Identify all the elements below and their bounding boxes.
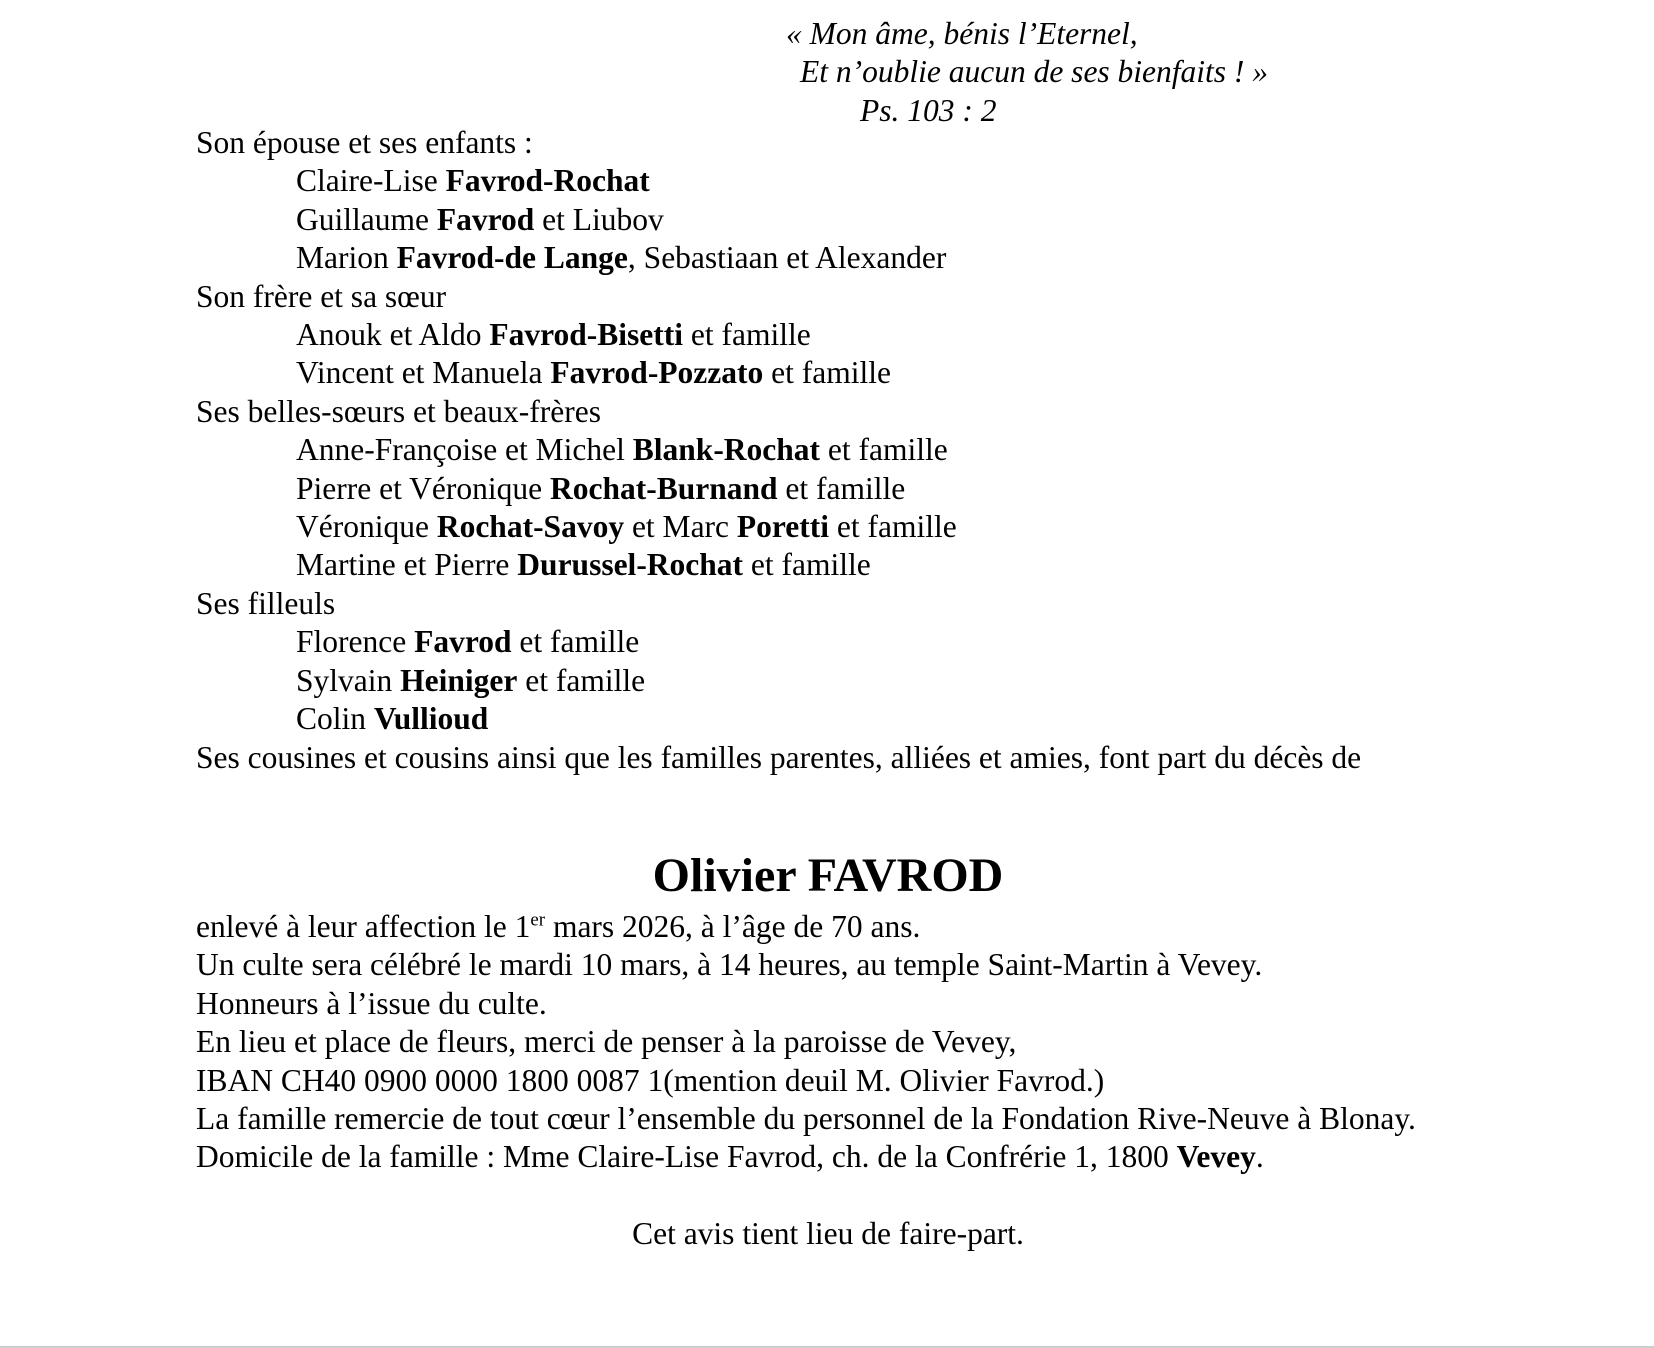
death-date-line: enlevé à leur affection le 1er mars 2026, à l’âge de 70 ans.	[196, 909, 921, 944]
announcement-intro-line: Ses cousines et cousins ainsi que les familles parentes, alliées et amies, font part du décès de	[196, 739, 1362, 775]
epigraph	[786, 15, 1268, 130]
epigraph-reference: Ps. 103 : 2	[860, 92, 997, 128]
announcement-details	[196, 908, 1460, 1177]
relatives-group-heading: Ses filleuls	[196, 585, 336, 621]
thanks-line: La famille remercie de tout cœur l’ensemble du personnel de la Fondation Rive-Neuve à Blonay.	[196, 1101, 1416, 1137]
footer-note: Cet avis tient lieu de faire-part.	[632, 1216, 1024, 1251]
deceased-name: Olivier FAVROD	[652, 849, 1004, 902]
relatives-group-heading: Son épouse et ses enfants :	[196, 125, 533, 160]
family-address-line: Domicile de la famille : Mme Claire-Lise Favrod, ch. de la Confrérie 1, 1800 Vevey.	[196, 1139, 1264, 1175]
epigraph-line: « Mon âme, bénis l’Eternel,	[786, 16, 1138, 51]
relatives-list	[196, 124, 1460, 777]
relative-line: Vincent et Manuela Favrod-Pozzato et famille	[296, 355, 891, 391]
relative-line: Claire-Lise Favrod-Rochat	[296, 163, 650, 199]
relative-line: Véronique Rochat-Savoy et Marc Poretti et famille	[296, 509, 957, 545]
relative-line: Sylvain Heiniger et famille	[296, 662, 646, 698]
ceremony-line: Un culte sera célébré le mardi 10 mars, à 14 heures, au temple Saint-Martin à Vevey.	[196, 947, 1263, 983]
relatives-group-heading: Son frère et sa sœur	[196, 278, 447, 314]
iban-line: IBAN CH40 0900 0000 1800 0087 1(mention deuil M. Olivier Favrod.)	[196, 1062, 1105, 1098]
relative-line: Martine et Pierre Durussel-Rochat et famille	[296, 547, 871, 583]
relative-line: Pierre et Véronique Rochat-Burnand et famille	[296, 470, 906, 506]
relative-line: Florence Favrod et famille	[296, 624, 640, 660]
relative-line: Colin Vullioud	[296, 701, 489, 737]
donation-line: En lieu et place de fleurs, merci de penser à la paroisse de Vevey,	[196, 1024, 1017, 1060]
relative-line: Guillaume Favrod et Liubov	[296, 201, 664, 237]
relative-line: Anne-Françoise et Michel Blank-Rochat et famille	[296, 432, 948, 468]
relatives-group-heading: Ses belles-sœurs et beaux-frères	[196, 393, 601, 429]
relative-line: Anouk et Aldo Favrod-Bisetti et famille	[296, 317, 811, 353]
honours-line: Honneurs à l’issue du culte.	[196, 985, 547, 1021]
epigraph-line: Et n’oublie aucun de ses bienfaits ! »	[800, 54, 1269, 90]
relative-line: Marion Favrod-de Lange, Sebastiaan et Alexander	[296, 240, 947, 276]
